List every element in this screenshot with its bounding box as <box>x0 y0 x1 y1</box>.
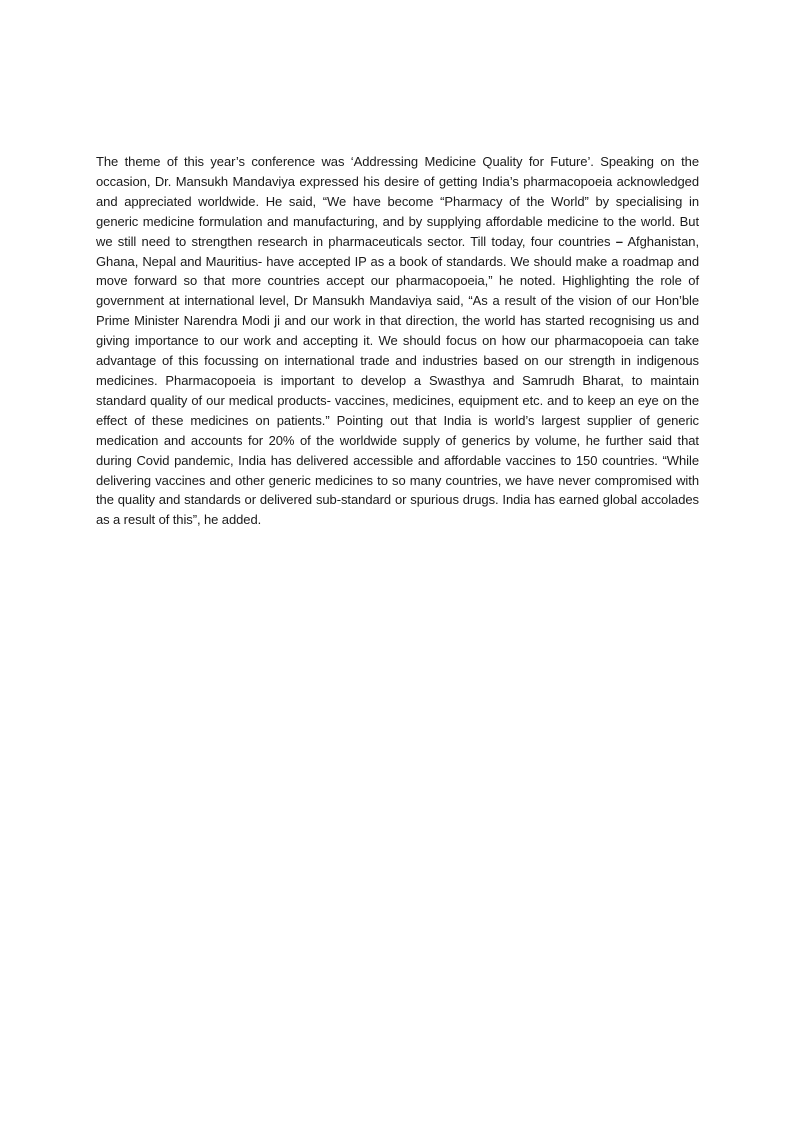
bold-en-dash: – <box>615 233 623 249</box>
page-text-body <box>96 152 699 530</box>
paragraph-conference-theme: The theme of this year’s conference was ‘Addressing Medicine Quality for Future’. Speaking on the occasion, Dr. Mansukh Mandaviya expressed his desire of getting India’s pharmacopoeia acknowledged and appreciated worldwide. He said, “We have become “Pharmacy of the World” by specialising in generic medicine formulation and manufacturing, and by supplying affordable medicine to the world. But we still need to strengthen research in pharmaceuticals sector. Till today, four countries – Afghanistan, Ghana, Nepal and Mauritius- have accepted IP as a book of standards. We should make a roadmap and move forward so that more countries accept our pharmacopoeia,” he noted. Highlighting the role of government at international level, Dr Mansukh Mandaviya said, “As a result of the vision of our Hon’ble Prime Minister Narendra Modi ji and our work in that direction, the world has started recognising us and giving importance to our work and accepting it. We should focus on how our pharmacopoeia can take advantage of this focussing on international trade and industries based on our strength in indigenous medicines. Pharmacopoeia is important to develop a Swasthya and Samrudh Bharat, to maintain standard quality of our medical products- vaccines, medicines, equipment etc. and to keep an eye on the effect of these medicines on patients.” Pointing out that India is world’s largest supplier of generic medication and accounts for 20% of the worldwide supply of generics by volume, he further said that during Covid pandemic, India has delivered accessible and affordable vaccines to 150 countries. “While delivering vaccines and other generic medicines to so many countries, we have never compromised with the quality and standards or delivered sub-standard or spurious drugs. India has earned global accolades as a result of this”, he added. <box>96 154 699 528</box>
